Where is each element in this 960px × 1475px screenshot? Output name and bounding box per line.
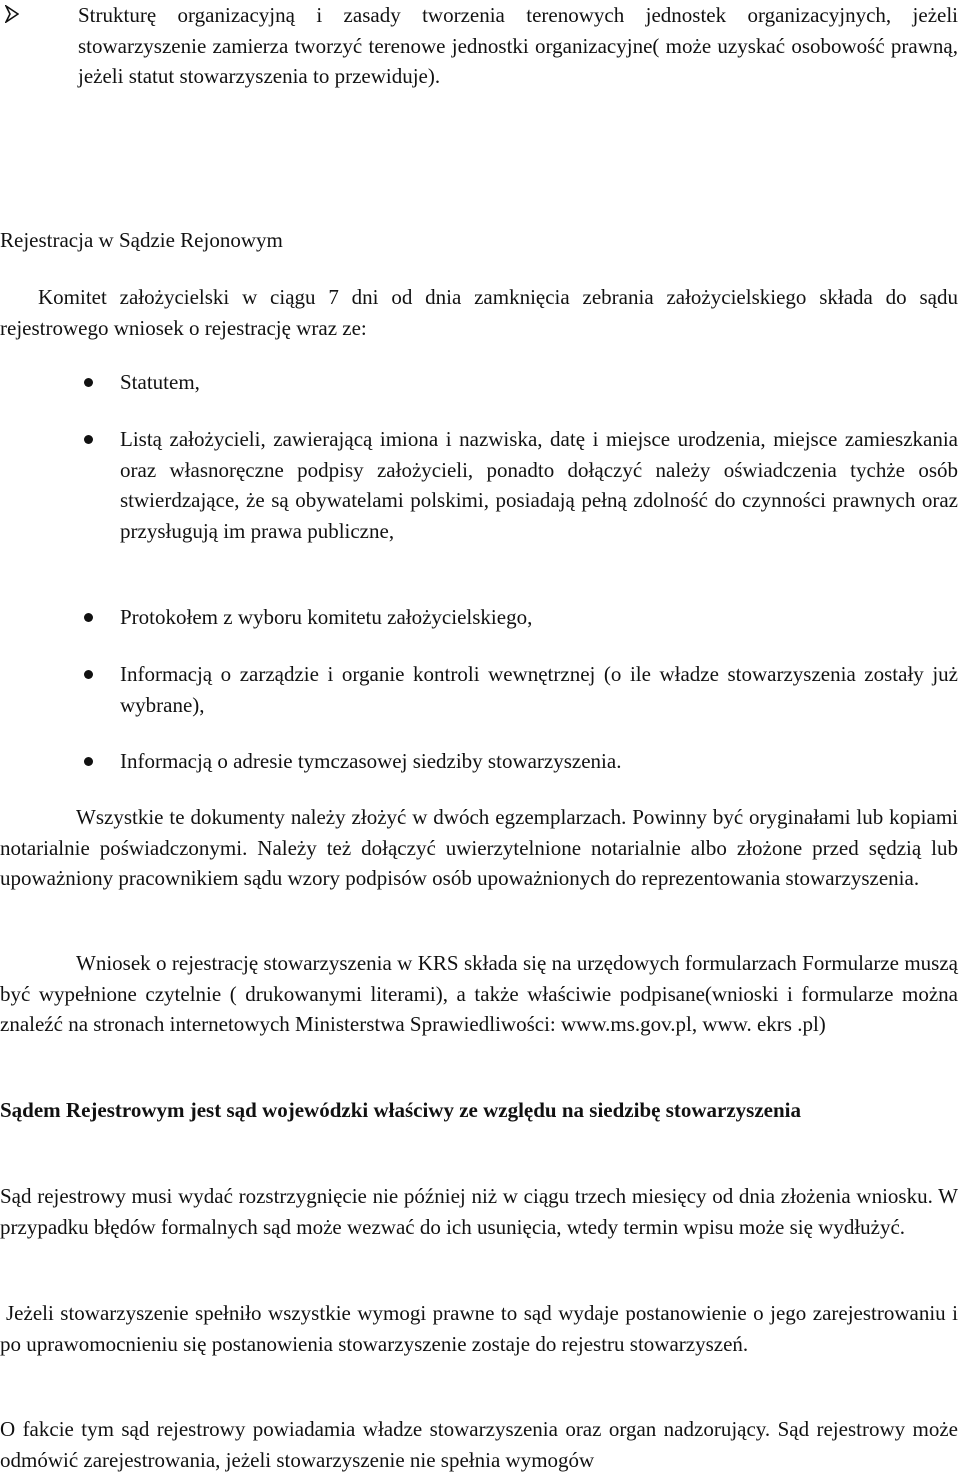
bullet-dot-icon bbox=[84, 613, 93, 622]
bullet-item-statute bbox=[0, 367, 958, 398]
bullet-item-board-info bbox=[0, 659, 958, 720]
bullet-dot-icon bbox=[84, 435, 93, 444]
intro-paragraph: Komitet założycielski w ciągu 7 dni od dnia zamknięcia zebrania założycielskiego składa do sądu rejestrowego wniosek o rejestrację wraz ze: bbox=[0, 285, 958, 340]
bullet-text: Statutem, bbox=[120, 370, 200, 394]
bullet-item-founders-list bbox=[0, 424, 958, 546]
bullet-dot-icon bbox=[84, 757, 93, 766]
bullet-item-address-info bbox=[0, 746, 958, 777]
section-heading: Rejestracja w Sądzie Rejonowym bbox=[0, 228, 283, 252]
paragraph-court-deadline: Sąd rejestrowy musi wydać rozstrzygnięcie nie później niż w ciągu trzech miesięcy od dnia złożenia wniosku. W przypadku błędów formalnych sąd może wezwać do ich usunięcia, wtedy termin wpisu może się wydłużyć. bbox=[0, 1184, 958, 1239]
bullet-text: Informacją o zarządzie i organie kontroli wewnętrznej (o ile władze stowarzyszenia zostały już wybrane), bbox=[120, 662, 958, 717]
arrow-bullet-icon bbox=[5, 5, 19, 23]
bold-heading-registry-court: Sądem Rejestrowym jest sąd wojewódzki właściwy ze względu na siedzibę stowarzyszenia bbox=[0, 1098, 802, 1122]
bullet-dot-icon bbox=[84, 378, 93, 387]
bullet-text: Listą założycieli, zawierającą imiona i nazwiska, datę i miejsce urodzenia, miejsce zamieszkania oraz własnoręczne podpisy założycieli, ponadto dołączyć należy oświadczenia tychże osób stwierdzające, że są obywatelami polskimi, posiadają pełną zdolność do czynności prawnych oraz przysługują im prawa publiczne, bbox=[120, 427, 958, 543]
paragraph-notification: O fakcie tym sąd rejestrowy powiadamia władze stowarzyszenia oraz organ nadzorujący. Sąd rejestrowy może odmówić zarejestrowania, jeżeli stowarzyszenie nie spełnia wymogów bbox=[0, 1417, 958, 1472]
list-item-text: Strukturę organizacyjną i zasady tworzenia terenowych jednostek organizacyjnych, jeżeli stowarzyszenie zamierza tworzyć terenowe jednostki organizacyjne( może uzyskać osobowość prawną, jeżeli statut stowarzyszenia to przewiduje). bbox=[78, 3, 958, 88]
bullet-text: Informacją o adresie tymczasowej siedziby stowarzyszenia. bbox=[120, 749, 622, 773]
paragraph-registration: Jeżeli stowarzyszenie spełniło wszystkie wymogi prawne to sąd wydaje postanowienie o jego zarejestrowaniu i po uprawomocnieniu się postanowienia stowarzyszenie zostaje do rejestru stowarzyszeń. bbox=[0, 1301, 958, 1356]
bullet-dot-icon bbox=[84, 670, 93, 679]
paragraph-documents: Wszystkie te dokumenty należy złożyć w dwóch egzemplarzach. Powinny być oryginałami lub kopiami notarialnie poświadczonymi. Należy też dołączyć uwierzytelnione notarialnie albo złożone przed sędzią lub upoważniony pracownikiem sądu wzory podpisów osób upoważnionych do reprezentowania stowarzyszenia. bbox=[0, 805, 958, 890]
bullet-item-protocol bbox=[0, 602, 958, 633]
list-item-structure bbox=[0, 0, 958, 92]
bullet-text: Protokołem z wyboru komitetu założycielskiego, bbox=[120, 605, 533, 629]
paragraph-krs-application: Wniosek o rejestrację stowarzyszenia w KRS składa się na urzędowych formularzach Formularze muszą być wypełnione czytelnie ( drukowanymi literami), a także właściwie podpisane(wnioski i formularze można znaleźć na stronach internetowych Ministerstwa Sprawiedliwości: www.ms.gov.pl, www. ekrs .pl) bbox=[0, 951, 958, 1036]
